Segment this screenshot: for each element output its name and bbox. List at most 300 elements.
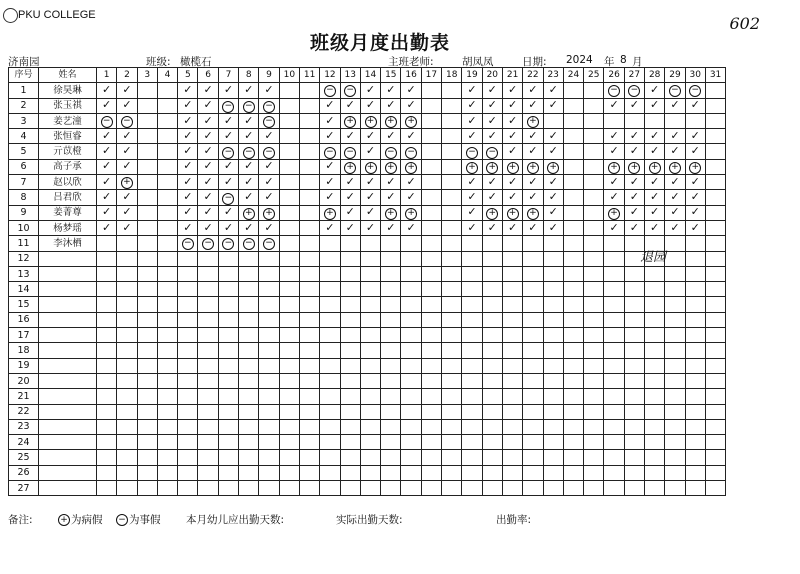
day-cell [401,312,421,327]
day-cell [157,159,177,174]
day-cell [563,236,583,251]
day-cell [239,98,259,113]
table-row [9,236,726,251]
day-cell [665,113,685,128]
day-cell [645,465,665,480]
row-number: 23 [9,419,39,434]
day-cell [178,297,198,312]
present-check-icon: ✓ [223,174,234,188]
day-cell [645,312,665,327]
day-cell [584,236,604,251]
student-name: 张恒睿 [39,129,97,144]
present-check-icon: ✓ [690,205,700,219]
table-row [9,220,726,235]
day-cell [421,373,441,388]
day-cell [442,113,462,128]
day-cell [239,481,259,496]
day-cell [421,266,441,281]
day-cell [218,220,238,235]
day-cell [523,465,543,480]
personal-leave-icon: − [466,147,478,159]
day-cell [360,312,380,327]
table-row [9,312,726,327]
day-cell [584,190,604,205]
row-number: 7 [9,175,39,190]
present-check-icon: ✓ [386,174,396,188]
day-cell [239,373,259,388]
date-label: 日期: [522,56,547,68]
day-cell [360,98,380,113]
present-check-icon: ✓ [264,190,274,204]
day-cell [340,205,360,220]
day-cell [279,205,299,220]
day-cell [462,389,482,404]
day-cell [442,297,462,312]
present-check-icon: ✓ [203,220,213,234]
day-cell [401,481,421,496]
day-cell [97,98,117,113]
day-cell [705,282,725,297]
present-check-icon: ✓ [629,128,639,142]
present-check-icon: ✓ [467,205,477,219]
present-check-icon: ✓ [386,82,396,96]
day-cell [401,129,421,144]
day-cell [523,450,543,465]
leave-legend [116,512,161,527]
day-cell [137,159,157,174]
present-check-icon: ✓ [548,205,558,219]
day-cell [137,358,157,373]
day-cell [360,236,380,251]
day-cell [604,159,624,174]
student-name [39,481,97,496]
day-cell [320,205,340,220]
day-cell [97,481,117,496]
sick-leave-icon: + [507,162,519,174]
day-cell [685,373,705,388]
day-cell [239,343,259,358]
day-cell [563,282,583,297]
day-cell [584,450,604,465]
row-number: 12 [9,251,39,266]
table-row [9,113,726,128]
present-check-icon: ✓ [507,128,518,142]
present-check-icon: ✓ [690,144,700,158]
day-cell [157,190,177,205]
day-cell [563,343,583,358]
day-cell [137,144,157,159]
day-cell [320,282,340,297]
day-cell [604,404,624,419]
present-check-icon: ✓ [183,220,193,234]
day-header-9: 9 [259,68,279,83]
personal-leave-icon: − [486,147,498,159]
day-cell [198,205,218,220]
row-number: 14 [9,282,39,297]
day-cell [442,465,462,480]
sick-leave-icon: + [507,208,519,220]
day-cell [239,190,259,205]
day-cell [604,205,624,220]
day-cell [259,358,279,373]
sick-leave-icon: + [628,162,640,174]
present-check-icon: ✓ [203,190,213,204]
present-check-icon: ✓ [244,128,254,142]
day-cell [381,220,401,235]
actual-days-label: 实际出勤天数: [336,514,403,526]
day-cell [320,481,340,496]
present-check-icon: ✓ [345,205,355,219]
present-check-icon: ✓ [670,220,680,234]
row-number: 1 [9,83,39,98]
present-check-icon: ✓ [406,220,416,234]
day-cell [563,328,583,343]
day-cell [685,343,705,358]
present-check-icon: ✓ [467,98,477,112]
sick-leave-icon: + [608,208,620,220]
sick-leave-icon: + [385,162,397,174]
student-name [39,312,97,327]
day-cell [665,251,685,266]
day-cell [381,404,401,419]
day-cell [624,419,644,434]
logo-icon [3,8,18,23]
day-cell [97,251,117,266]
row-number: 3 [9,113,39,128]
day-cell [624,343,644,358]
day-cell [340,389,360,404]
day-cell [442,220,462,235]
day-cell [401,175,421,190]
table-row [9,358,726,373]
day-cell [97,205,117,220]
day-cell [198,481,218,496]
day-cell [178,465,198,480]
day-cell [421,419,441,434]
personal-leave-icon: − [263,116,275,128]
day-cell [299,435,319,450]
day-cell [218,83,238,98]
day-cell [320,328,340,343]
day-cell [705,465,725,480]
present-check-icon: ✓ [670,144,680,158]
day-cell [178,282,198,297]
day-cell [705,312,725,327]
day-cell [645,113,665,128]
day-cell [218,358,238,373]
present-check-icon: ✓ [122,82,132,96]
student-name: 吕君欣 [39,190,97,205]
day-cell [502,465,522,480]
day-header-13: 13 [340,68,360,83]
day-cell [259,450,279,465]
month-suffix: 月 [632,56,643,68]
day-cell [604,236,624,251]
day-header-27: 27 [624,68,644,83]
day-cell [543,205,563,220]
day-cell [523,129,543,144]
day-cell [239,389,259,404]
day-cell [645,282,665,297]
day-cell [624,83,644,98]
day-cell [442,251,462,266]
day-cell [645,389,665,404]
day-cell [523,175,543,190]
sick-leave-icon: + [527,116,539,128]
day-header-22: 22 [523,68,543,83]
day-cell [279,98,299,113]
day-header-15: 15 [381,68,401,83]
day-cell [604,435,624,450]
day-cell [218,282,238,297]
day-cell [279,113,299,128]
day-cell [584,389,604,404]
day-cell [665,236,685,251]
day-cell [218,236,238,251]
sick-legend [58,512,103,527]
day-cell [299,144,319,159]
day-cell [117,389,137,404]
day-cell [543,190,563,205]
sick-leave-icon: + [527,162,539,174]
table-row [9,297,726,312]
present-check-icon: ✓ [609,220,619,234]
present-check-icon: ✓ [345,174,355,188]
day-cell [685,175,705,190]
present-check-icon: ✓ [325,113,335,127]
day-cell [705,419,725,434]
day-cell [279,312,299,327]
day-header-6: 6 [198,68,218,83]
present-check-icon: ✓ [670,174,680,188]
day-cell [320,236,340,251]
day-cell [157,328,177,343]
row-number: 22 [9,404,39,419]
day-cell [381,144,401,159]
day-cell [502,328,522,343]
day-cell [665,404,685,419]
day-cell [482,266,502,281]
day-cell [157,435,177,450]
day-cell [523,144,543,159]
day-cell [299,190,319,205]
day-cell [685,297,705,312]
day-cell [502,113,522,128]
student-name [39,465,97,480]
day-cell [604,220,624,235]
present-check-icon: ✓ [528,220,538,234]
day-cell [645,144,665,159]
day-cell [462,358,482,373]
day-cell [442,175,462,190]
day-cell [259,205,279,220]
day-cell [523,205,543,220]
day-cell [624,450,644,465]
present-check-icon: ✓ [528,128,538,142]
day-cell [523,236,543,251]
day-cell [462,83,482,98]
sick-leave-icon: + [365,116,377,128]
day-cell [117,297,137,312]
attendance-table [8,67,726,496]
present-check-icon: ✓ [690,220,700,234]
day-cell [645,220,665,235]
day-cell [360,358,380,373]
day-cell [502,282,522,297]
day-cell [665,282,685,297]
day-cell [178,220,198,235]
day-cell [137,129,157,144]
day-cell [279,297,299,312]
present-check-icon: ✓ [690,190,700,204]
day-cell [178,159,198,174]
day-header-16: 16 [401,68,421,83]
present-check-icon: ✓ [507,220,518,234]
day-cell [563,389,583,404]
day-cell [299,419,319,434]
day-cell [665,129,685,144]
day-cell [117,481,137,496]
present-check-icon: ✓ [690,174,700,188]
day-cell [421,220,441,235]
day-cell [523,358,543,373]
day-cell [117,282,137,297]
day-cell [360,465,380,480]
day-cell [299,251,319,266]
day-cell [462,175,482,190]
day-cell [604,373,624,388]
day-cell [543,481,563,496]
sick-leave-icon: + [649,162,661,174]
required-days-label: 本月幼儿应出勤天数: [186,514,285,526]
teacher-label: 主班老师: [388,56,434,68]
day-cell [320,220,340,235]
day-cell [442,144,462,159]
day-cell [584,312,604,327]
day-cell [665,481,685,496]
present-check-icon: ✓ [345,98,355,112]
present-check-icon: ✓ [365,98,376,112]
day-cell [482,83,502,98]
day-cell [705,450,725,465]
present-check-icon: ✓ [629,98,639,112]
day-cell [482,129,502,144]
day-cell [157,419,177,434]
sick-leave-icon: + [121,177,133,189]
day-cell [178,358,198,373]
present-check-icon: ✓ [325,174,335,188]
day-cell [239,435,259,450]
day-cell [705,236,725,251]
day-cell [645,343,665,358]
day-cell [117,312,137,327]
day-cell [218,159,238,174]
day-cell [705,373,725,388]
present-check-icon: ✓ [629,220,639,234]
day-cell [178,129,198,144]
day-cell [685,159,705,174]
day-cell [645,190,665,205]
day-cell [360,175,380,190]
day-cell [685,282,705,297]
day-cell [665,190,685,205]
day-cell [198,144,218,159]
day-cell [340,419,360,434]
day-cell [340,113,360,128]
present-check-icon: ✓ [325,128,335,142]
day-cell [198,419,218,434]
day-cell [543,297,563,312]
day-cell [157,113,177,128]
present-check-icon: ✓ [650,174,660,188]
personal-leave-icon: − [324,147,336,159]
day-cell [685,129,705,144]
day-cell [563,175,583,190]
day-cell [137,328,157,343]
day-cell [360,389,380,404]
day-cell [665,358,685,373]
day-cell [299,205,319,220]
sick-leave-icon: + [405,116,417,128]
day-cell [239,159,259,174]
sick-leave-icon: + [486,162,498,174]
student-name [39,297,97,312]
day-cell [178,98,198,113]
present-check-icon: ✓ [528,174,538,188]
day-cell [685,266,705,281]
day-cell [604,297,624,312]
personal-leave-icon: − [101,116,113,128]
present-check-icon: ✓ [528,98,538,112]
day-cell [239,328,259,343]
day-cell [604,251,624,266]
present-check-icon: ✓ [183,205,193,219]
day-cell [401,205,421,220]
day-cell [178,404,198,419]
day-cell [584,343,604,358]
day-cell [279,144,299,159]
present-check-icon: ✓ [650,220,660,234]
day-cell [340,175,360,190]
present-check-icon: ✓ [507,190,518,204]
day-cell [360,328,380,343]
campus: 济南园 [8,56,40,68]
day-cell [604,175,624,190]
day-cell [381,98,401,113]
day-cell [543,159,563,174]
day-cell [645,481,665,496]
day-cell [421,175,441,190]
day-cell [157,465,177,480]
present-check-icon: ✓ [650,190,660,204]
day-cell [624,435,644,450]
day-cell [137,251,157,266]
present-check-icon: ✓ [650,82,660,96]
student-name [39,282,97,297]
day-cell [523,251,543,266]
day-cell [259,389,279,404]
day-header-24: 24 [563,68,583,83]
day-cell [299,113,319,128]
day-cell [401,144,421,159]
day-cell [705,190,725,205]
day-cell [239,144,259,159]
day-cell [360,404,380,419]
class-label: 班级: [146,56,171,68]
day-cell [279,190,299,205]
day-cell [401,404,421,419]
day-cell [97,419,117,434]
